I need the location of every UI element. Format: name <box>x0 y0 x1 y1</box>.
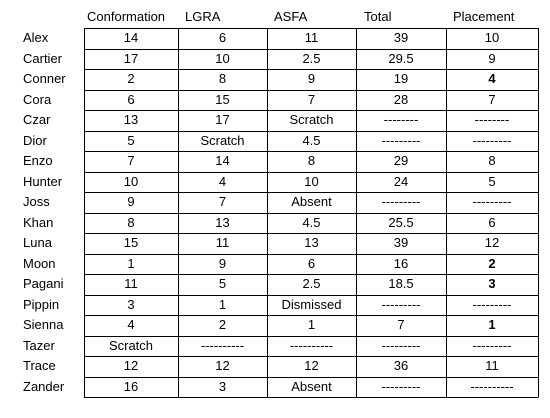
table-cell: 3 <box>218 378 227 394</box>
table-cell: 4.5 <box>302 214 321 230</box>
table-cell: 12 <box>123 358 139 373</box>
table-cell: 2 <box>218 317 227 332</box>
table-cell: 9 <box>127 194 135 209</box>
table-cell: 13 <box>215 214 230 230</box>
table-cell: 4 <box>218 173 227 189</box>
row-name: Pagani <box>23 276 64 291</box>
table-cell: Absent <box>291 194 332 209</box>
table-cell: 14 <box>123 30 139 45</box>
row-name: Alex <box>23 30 49 45</box>
row-name: Moon <box>23 255 56 271</box>
header-asfa: ASFA <box>274 9 308 24</box>
table-cell: 10 <box>123 173 139 189</box>
table-cell: --------- <box>472 194 512 209</box>
table-cell: 12 <box>304 358 319 373</box>
row-name: Zander <box>23 378 65 394</box>
table-cell: 36 <box>393 358 409 373</box>
row-name: Luna <box>23 235 52 250</box>
table-cell: 1 <box>307 317 316 332</box>
table-cell: 12 <box>484 235 500 250</box>
table-cell: 28 <box>393 91 409 107</box>
table-cell: 8 <box>488 153 496 168</box>
table-cell: --------- <box>381 337 421 353</box>
table-cell: 29.5 <box>388 50 414 66</box>
table-cell: 9 <box>488 50 496 66</box>
table-cell: 2.5 <box>302 276 321 291</box>
table-cell: 3 <box>127 296 135 312</box>
table-cell: 10 <box>484 30 500 45</box>
table-cell: 4 <box>488 71 496 86</box>
table-cell: 39 <box>393 30 409 45</box>
table-cell: --------- <box>381 132 421 148</box>
row-name: Trace <box>23 358 56 373</box>
table-cell: 6 <box>488 214 496 230</box>
header-conformation: Conformation <box>87 9 166 24</box>
header-lgra: LGRA <box>185 9 221 24</box>
table-cell: 19 <box>393 71 409 86</box>
table-cell: 25.5 <box>388 214 414 230</box>
table-cell: 2 <box>127 71 135 86</box>
table-cell: ---------- <box>200 337 245 353</box>
table-cell: 7 <box>127 153 135 168</box>
table-cell: 16 <box>123 378 139 394</box>
table-cell: Scratch <box>200 132 245 148</box>
row-name: Conner <box>23 71 66 86</box>
table-cell: 2 <box>488 255 496 271</box>
table-cell: 11 <box>485 358 499 373</box>
table-cell: 5 <box>127 132 135 148</box>
table-cell: 17 <box>123 50 139 66</box>
table-cell: 10 <box>215 50 230 66</box>
row-name: Dior <box>23 132 47 148</box>
table-cell: 29 <box>393 153 409 168</box>
row-name: Joss <box>23 194 50 209</box>
table-cell: 7 <box>488 91 496 107</box>
table-cell: 15 <box>215 91 230 107</box>
table-cell: 13 <box>123 112 139 127</box>
row-name: Cartier <box>23 50 63 66</box>
row-name: Khan <box>23 214 54 230</box>
table-cell: 1 <box>488 317 496 332</box>
table-cell: 11 <box>124 276 138 291</box>
table-cell: ---------- <box>470 378 514 394</box>
table-cell: 15 <box>123 235 139 250</box>
table-cell: -------- <box>383 112 419 127</box>
row-name: Cora <box>23 91 52 107</box>
table-cell: 3 <box>488 276 496 291</box>
table-cell: 6 <box>127 91 135 107</box>
table-cell: 1 <box>218 296 227 312</box>
table-cell: 11 <box>304 30 319 45</box>
table-cell: Scratch <box>108 337 154 353</box>
table-cell: Scratch <box>289 112 334 127</box>
table-cell: 7 <box>218 194 227 209</box>
row-name: Enzo <box>23 153 53 168</box>
table-cell: 6 <box>218 30 227 45</box>
table-cell: 11 <box>215 235 230 250</box>
table-cell: 4.5 <box>302 132 321 148</box>
table-cell: --------- <box>381 296 421 312</box>
header-total: Total <box>364 9 392 24</box>
row-name: Czar <box>23 112 51 127</box>
row-name: Tazer <box>23 337 55 353</box>
table-cell: 4 <box>127 317 135 332</box>
table-cell: --------- <box>381 378 421 394</box>
table-cell: 9 <box>218 255 227 271</box>
table-cell: 5 <box>218 276 227 291</box>
table-cell: 17 <box>215 112 230 127</box>
table-cell: --------- <box>472 296 512 312</box>
table-cell: 18.5 <box>388 276 414 291</box>
table-cell: Absent <box>291 378 332 394</box>
table-cell: --------- <box>472 132 512 148</box>
table-cell: 1 <box>127 255 135 271</box>
table-cell: ---------- <box>289 337 334 353</box>
table-cell: --------- <box>472 337 512 353</box>
table-cell: 14 <box>215 153 230 168</box>
header-placement: Placement <box>453 9 515 24</box>
table-cell: 8 <box>218 71 227 86</box>
table-cell: Dismissed <box>281 296 342 312</box>
table-cell: 12 <box>215 358 230 373</box>
table-cell: 24 <box>393 173 409 189</box>
table-cell: 10 <box>304 173 319 189</box>
row-name: Sienna <box>23 317 64 332</box>
table-cell: -------- <box>474 112 510 127</box>
table-cell: 39 <box>393 235 409 250</box>
table-cell: 6 <box>307 255 316 271</box>
table-cell: 7 <box>397 317 405 332</box>
table-cell: 13 <box>304 235 319 250</box>
table-cell: 8 <box>127 214 135 230</box>
table-cell: 16 <box>393 255 409 271</box>
table-cell: 7 <box>307 91 316 107</box>
table-cell: --------- <box>381 194 421 209</box>
row-name: Hunter <box>23 173 63 189</box>
table-cell: 5 <box>488 173 496 189</box>
table-cell: 9 <box>307 71 316 86</box>
table-cell: 2.5 <box>302 50 321 66</box>
row-name: Pippin <box>23 296 60 312</box>
table-cell: 8 <box>307 153 316 168</box>
